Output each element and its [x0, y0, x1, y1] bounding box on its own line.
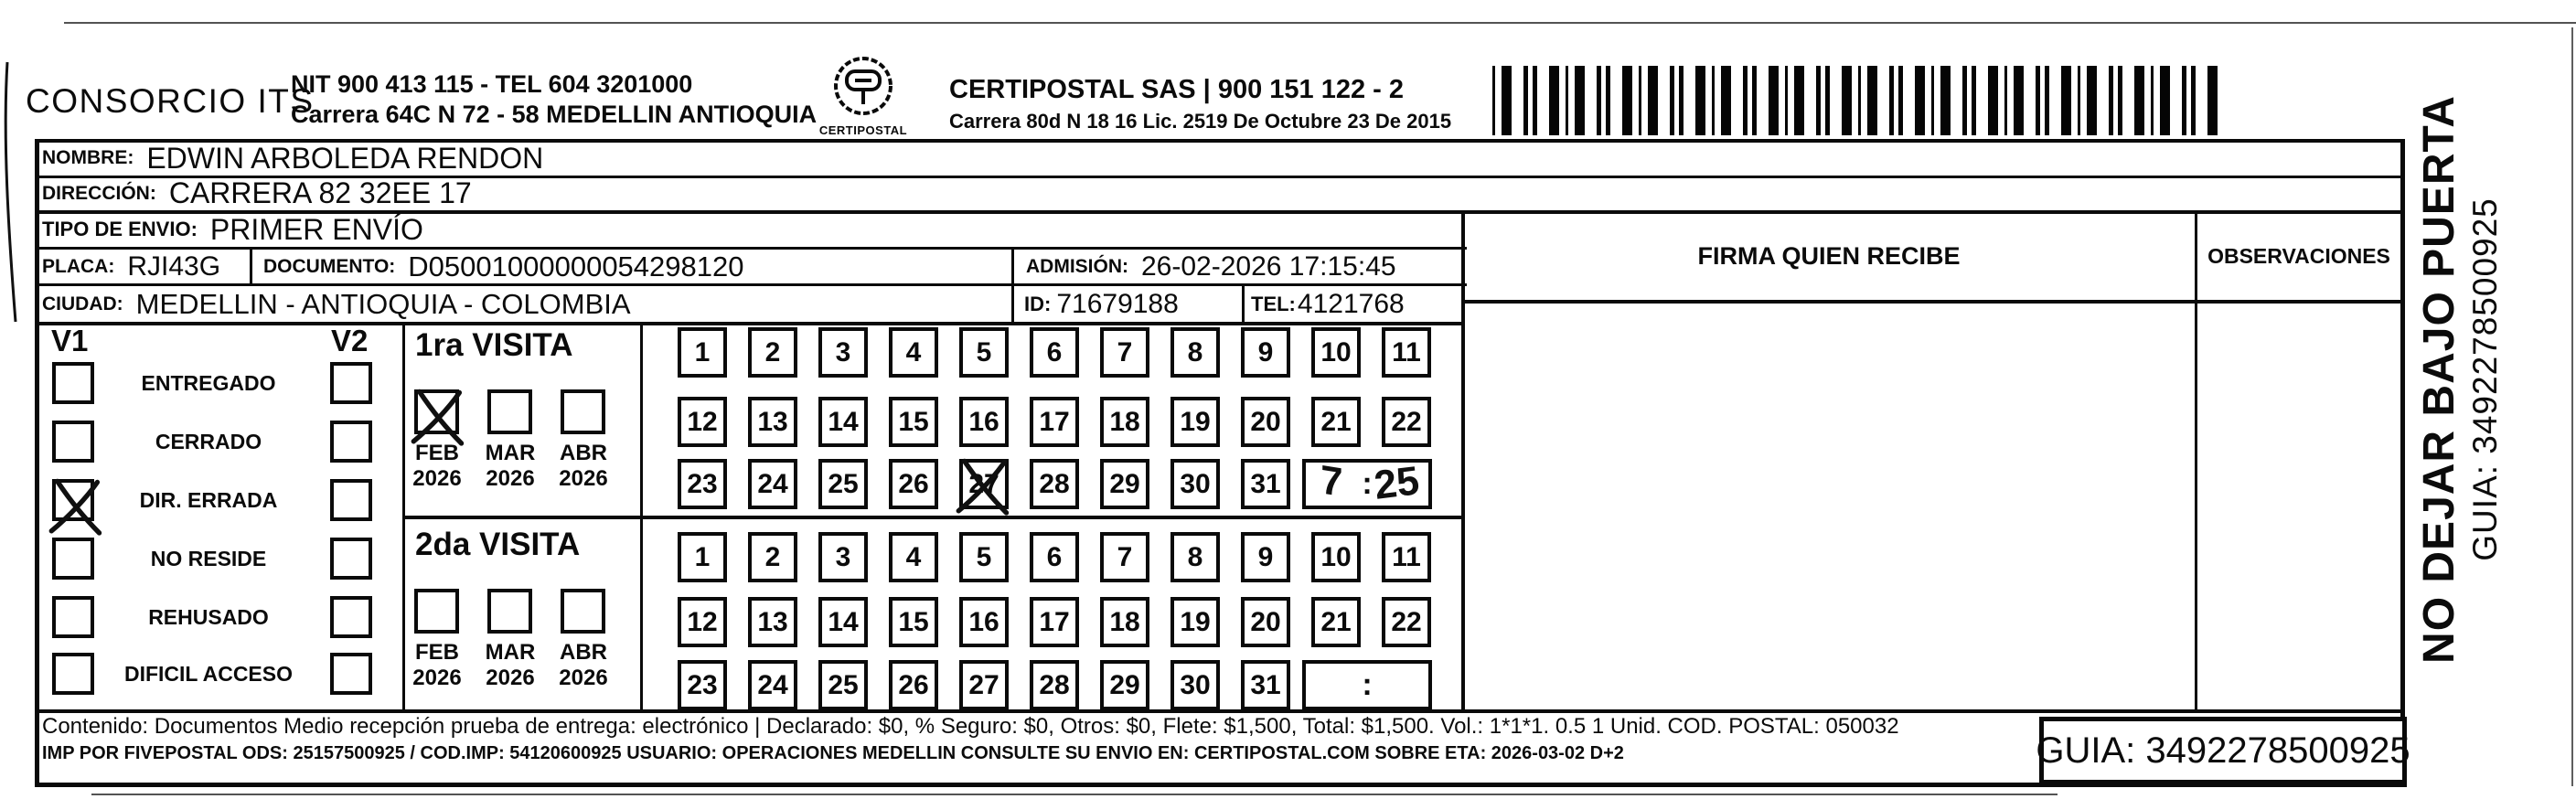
scan-artifact-right-line: [2571, 27, 2573, 786]
day-checkbox[interactable]: [678, 397, 727, 447]
barcode-bar: [2191, 66, 2196, 135]
visit2-day-grid: [642, 516, 1461, 709]
table-border: [35, 709, 2405, 713]
barcode-bar: [1867, 66, 1877, 135]
barcode-bar: [1695, 66, 1705, 135]
day-number: 23: [687, 669, 718, 700]
barcode-bar: [1825, 66, 1830, 135]
month-checkbox[interactable]: [414, 589, 459, 634]
status-checkbox-v1[interactable]: [52, 421, 94, 463]
barcode-bar: [1915, 66, 1925, 135]
scan-artifact-bottom-line: [91, 794, 2058, 795]
barcode-bar: [1972, 66, 1976, 135]
day-checkbox[interactable]: [1170, 397, 1220, 447]
time-box[interactable]: [1302, 660, 1432, 710]
day-checkbox[interactable]: [818, 660, 868, 710]
barcode-bar: [1962, 66, 1967, 135]
firma-header-label: FIRMA QUIEN RECIBE: [1697, 241, 1961, 270]
day-checkbox[interactable]: [889, 660, 938, 710]
status-checkbox-v1[interactable]: [52, 596, 94, 638]
day-number: 24: [757, 669, 788, 700]
day-checkbox[interactable]: [678, 660, 727, 710]
day-checkbox[interactable]: [959, 597, 1009, 647]
status-checkbox-v1[interactable]: [52, 479, 94, 521]
month-year-label: 2026: [412, 466, 462, 491]
postal-company-name: CERTIPOSTAL SAS | 900 151 122 - 2: [949, 75, 1405, 104]
tel-cell: [1251, 286, 1405, 322]
day-number: 15: [898, 606, 929, 637]
day-number: 11: [1392, 336, 1421, 368]
day-number: 13: [757, 406, 788, 437]
day-checkbox[interactable]: [748, 397, 797, 447]
barcode-bar: [2087, 66, 2097, 135]
barcode-bar: [1670, 66, 1674, 135]
day-checkbox[interactable]: [1311, 397, 1361, 447]
day-number: 8: [1187, 336, 1203, 368]
barcode-bar: [1858, 66, 1861, 135]
day-checkbox[interactable]: [1241, 597, 1290, 647]
day-checkbox[interactable]: [889, 459, 938, 509]
day-number: 27: [968, 468, 999, 499]
day-number: 20: [1250, 606, 1281, 637]
day-number: 14: [828, 406, 859, 437]
barcode-bar: [1931, 66, 1934, 135]
day-checkbox[interactable]: [818, 532, 868, 582]
barcode: [1492, 66, 2224, 135]
barcode-bar: [2182, 66, 2186, 135]
day-number: 26: [898, 669, 929, 700]
barcode-bar: [1622, 66, 1632, 135]
day-number: 12: [687, 406, 718, 437]
barcode-bar: [1712, 66, 1715, 135]
day-checkbox[interactable]: [959, 660, 1009, 710]
day-number: 27: [968, 669, 999, 700]
barcode-bar: [2045, 66, 2049, 135]
month-label: ABR: [560, 441, 607, 465]
footer-content-line: Contenido: Documentos Medio recepción prueba de entrega: electrónico | Declarado: $0, % Seguro: $0, Otros: $0, Flete: $1,500, Total: $1,500. Vol.: 1*1*1. 0.5 1 Unid. COD. POSTAL: 050032: [42, 714, 1899, 739]
direccion-row: [42, 176, 472, 210]
day-number: 8: [1187, 541, 1203, 572]
nombre-value: EDWIN ARBOLEDA RENDON: [146, 141, 544, 175]
day-number: 1: [694, 336, 711, 368]
side-label: [2414, 59, 2570, 699]
handwritten-time-hour: 7: [1320, 456, 1343, 506]
barcode-bar: [1606, 66, 1610, 135]
day-checkbox[interactable]: [1382, 327, 1431, 378]
placa-value: RJI43G: [127, 250, 221, 282]
barcode-bar: [2004, 66, 2007, 135]
barcode-bar: [2109, 66, 2113, 135]
status-checkbox-v1[interactable]: [52, 653, 94, 695]
company-address: Carrera 64C N 72 - 58 MEDELLIN ANTIOQUIA: [291, 101, 818, 128]
day-number: 22: [1391, 606, 1422, 637]
time-box[interactable]: [1302, 456, 1432, 509]
tel-value: 4121768: [1297, 288, 1405, 319]
company-name: CONSORCIO ITS: [26, 82, 315, 120]
barcode-bar: [1523, 66, 1528, 135]
day-checkbox[interactable]: [748, 660, 797, 710]
day-checkbox[interactable]: [1100, 532, 1149, 582]
placa-label: PLACA:: [42, 255, 115, 277]
status-checkbox-v2[interactable]: [330, 479, 372, 521]
day-checkbox[interactable]: [748, 327, 797, 378]
day-number: 21: [1320, 406, 1352, 437]
month-year-label: 2026: [412, 666, 462, 690]
month-year-label: 2026: [486, 666, 535, 690]
admision-label: ADMISIÓN:: [1026, 255, 1128, 277]
day-checkbox[interactable]: [1100, 327, 1149, 378]
ciudad-value: MEDELLIN - ANTIOQUIA - COLOMBIA: [135, 287, 631, 320]
day-checkbox[interactable]: [1382, 597, 1431, 647]
day-number: 12: [687, 606, 718, 637]
time-colon: :: [1362, 466, 1373, 501]
barcode-bar: [1769, 66, 1779, 135]
day-checkbox[interactable]: [1170, 660, 1220, 710]
day-number: 4: [905, 541, 922, 572]
day-number: 7: [1117, 541, 1133, 572]
day-checkbox[interactable]: [1311, 532, 1361, 582]
status-label: DIR. ERRADA: [139, 488, 278, 512]
day-number: 19: [1180, 606, 1211, 637]
day-checkbox[interactable]: [959, 327, 1009, 378]
barcode-bar: [2151, 66, 2154, 135]
day-number: 24: [757, 468, 788, 499]
day-checkbox[interactable]: [889, 532, 938, 582]
day-checkbox[interactable]: [678, 532, 727, 582]
barcode-bar: [2207, 66, 2218, 135]
day-number: 26: [898, 468, 929, 499]
tipo-envio-row: [42, 212, 423, 247]
day-number: 6: [1046, 336, 1063, 368]
day-number: 21: [1320, 606, 1352, 637]
day-number: 22: [1391, 406, 1422, 437]
certipostal-logo-icon: [830, 53, 896, 123]
status-label: DIFICIL ACCESO: [123, 662, 293, 686]
day-number: 28: [1039, 669, 1070, 700]
month-checkbox[interactable]: [561, 389, 605, 434]
status-checkbox-v2[interactable]: [330, 596, 372, 638]
admision-value: 26-02-2026 17:15:45: [1141, 250, 1396, 282]
ciudad-label: CIUDAD:: [42, 293, 123, 314]
day-checkbox[interactable]: [678, 597, 727, 647]
status-checkbox-v2[interactable]: [330, 421, 372, 463]
day-number: 25: [828, 468, 859, 499]
day-number: 7: [1117, 336, 1133, 368]
certipostal-logo: [809, 53, 917, 145]
table-border: [2400, 139, 2405, 787]
day-number: 28: [1039, 468, 1070, 499]
barcode-bar: [2118, 66, 2122, 135]
barcode-bar: [1988, 66, 1998, 135]
day-number: 17: [1039, 406, 1070, 437]
day-checkbox[interactable]: [748, 459, 797, 509]
month-year-label: 2026: [559, 666, 608, 690]
visit1-day-grid: [642, 322, 1461, 516]
status-checkbox-v1[interactable]: [52, 362, 94, 404]
day-checkbox[interactable]: [1100, 597, 1149, 647]
guia-box-value: GUIA: 3492278500925: [2036, 730, 2410, 771]
month-checkbox[interactable]: [561, 589, 605, 634]
day-number: 1: [694, 541, 711, 572]
v1-column-header: V1: [51, 324, 89, 357]
day-number: 4: [905, 336, 922, 368]
day-number: 16: [968, 406, 999, 437]
month-label: FEB: [415, 441, 459, 465]
day-checkbox[interactable]: [1030, 327, 1079, 378]
day-number: 23: [687, 468, 718, 499]
day-checkbox[interactable]: [818, 327, 868, 378]
admision-cell: [1026, 250, 1396, 283]
day-checkbox[interactable]: [1241, 660, 1290, 710]
scan-artifact-top-line: [64, 22, 2576, 24]
direccion-label: DIRECCIÓN:: [42, 182, 156, 204]
nombre-label: NOMBRE:: [42, 147, 134, 168]
visit2-month-panel: [404, 516, 638, 709]
direccion-value: CARRERA 82 32EE 17: [168, 176, 472, 209]
barcode-bar: [2134, 66, 2144, 135]
day-number: 25: [828, 669, 859, 700]
table-border: [1011, 247, 1014, 325]
day-number: 10: [1320, 541, 1352, 572]
barcode-bar: [1533, 66, 1537, 135]
id-cell: [1024, 286, 1179, 322]
day-number: 14: [828, 606, 859, 637]
day-number: 5: [976, 336, 992, 368]
day-checkbox[interactable]: [678, 459, 727, 509]
observaciones-area[interactable]: [2197, 304, 2400, 709]
day-checkbox[interactable]: [1241, 397, 1290, 447]
time-colon: :: [1362, 667, 1373, 702]
status-checkbox-v2[interactable]: [330, 653, 372, 695]
barcode-bar: [2036, 66, 2040, 135]
status-label: NO RESIDE: [150, 547, 267, 570]
day-checkbox[interactable]: [889, 597, 938, 647]
day-checkbox[interactable]: [889, 397, 938, 447]
ciudad-cell: [42, 286, 631, 322]
visit1-month-panel: [404, 322, 638, 516]
barcode-bar: [1721, 66, 1731, 135]
day-number: 5: [976, 541, 992, 572]
day-checkbox[interactable]: [959, 397, 1009, 447]
day-number: 6: [1046, 541, 1063, 572]
day-number: 2: [764, 541, 781, 572]
day-number: 29: [1109, 468, 1140, 499]
day-checkbox[interactable]: [959, 459, 1009, 509]
day-number: 13: [757, 606, 788, 637]
barcode-bar: [1898, 66, 1903, 135]
day-checkbox[interactable]: [1100, 660, 1149, 710]
documento-label: DOCUMENTO:: [263, 255, 396, 277]
day-number: 31: [1250, 468, 1281, 499]
barcode-bar: [1752, 66, 1757, 135]
day-checkbox[interactable]: [818, 397, 868, 447]
day-checkbox[interactable]: [1382, 532, 1431, 582]
barcode-bar: [2078, 66, 2080, 135]
day-checkbox[interactable]: [748, 532, 797, 582]
day-number: 18: [1109, 406, 1140, 437]
status-label: CERRADO: [155, 430, 262, 453]
day-checkbox[interactable]: [1100, 397, 1149, 447]
month-checkbox[interactable]: [487, 389, 532, 434]
barcode-bar: [1575, 66, 1585, 135]
tipo-envio-label: TIPO DE ENVIO:: [42, 218, 198, 240]
day-checkbox[interactable]: [818, 597, 868, 647]
barcode-bar: [1889, 66, 1894, 135]
day-checkbox[interactable]: [1311, 327, 1361, 378]
tel-label: TEL:: [1251, 292, 1296, 315]
day-checkbox[interactable]: [678, 327, 727, 378]
day-checkbox[interactable]: [1170, 532, 1220, 582]
day-number: 9: [1257, 336, 1274, 368]
firma-header: [1465, 212, 2193, 300]
table-border: [1242, 283, 1245, 325]
day-number: 20: [1250, 406, 1281, 437]
day-number: 2: [764, 336, 781, 368]
postal-company-address: Carrera 80d N 18 16 Lic. 2519 De Octubre 23 De 2015: [949, 110, 1452, 133]
month-label: ABR: [560, 640, 607, 665]
day-number: 30: [1180, 468, 1211, 499]
month-year-label: 2026: [559, 466, 608, 491]
day-checkbox[interactable]: [959, 532, 1009, 582]
barcode-bar: [1842, 66, 1852, 135]
v2-column-header: V2: [331, 324, 369, 357]
barcode-bar: [2061, 66, 2071, 135]
barcode-bar: [2160, 66, 2170, 135]
handwritten-time-minutes: 25: [1372, 458, 1422, 508]
signature-area[interactable]: [1465, 304, 2193, 709]
month-year-label: 2026: [486, 466, 535, 491]
status-label: ENTREGADO: [141, 371, 276, 395]
barcode-bar: [1940, 66, 1951, 135]
day-checkbox[interactable]: [1170, 597, 1220, 647]
observaciones-header-label: OBSERVACIONES: [2207, 243, 2390, 268]
barcode-bar: [1648, 66, 1658, 135]
barcode-bar: [1816, 66, 1821, 135]
day-checkbox[interactable]: [1241, 327, 1290, 378]
table-border: [250, 247, 252, 286]
documento-value: D05001000000054298120: [408, 250, 744, 282]
nombre-row: [42, 141, 543, 176]
guia-box: [2036, 717, 2410, 784]
barcode-bar: [1794, 66, 1804, 135]
visit2-title: 2da VISITA: [415, 527, 581, 562]
day-checkbox[interactable]: [748, 597, 797, 647]
day-number: 15: [898, 406, 929, 437]
day-checkbox[interactable]: [1030, 532, 1079, 582]
barcode-bar: [1502, 66, 1512, 135]
tipo-envio-value: PRIMER ENVÍO: [209, 212, 423, 246]
day-number: 11: [1392, 541, 1421, 572]
barcode-bar: [1743, 66, 1748, 135]
day-checkbox[interactable]: [1030, 597, 1079, 647]
barcode-bar: [1597, 66, 1601, 135]
barcode-bar: [1566, 66, 1568, 135]
day-checkbox[interactable]: [1311, 597, 1361, 647]
day-number: 3: [835, 336, 851, 368]
certipostal-logo-text: CERTIPOSTAL: [818, 123, 908, 137]
day-checkbox[interactable]: [1241, 532, 1290, 582]
company-nit-tel: NIT 900 413 115 - TEL 604 3201000: [291, 70, 693, 98]
day-checkbox[interactable]: [1100, 459, 1149, 509]
documento-cell: [263, 250, 743, 283]
day-checkbox[interactable]: [1030, 397, 1079, 447]
month-checkbox[interactable]: [487, 589, 532, 634]
barcode-bar: [2014, 66, 2024, 135]
observaciones-header: [2197, 212, 2400, 300]
day-number: 30: [1180, 669, 1211, 700]
day-number: 19: [1180, 406, 1211, 437]
day-checkbox[interactable]: [1170, 327, 1220, 378]
scan-artifact-left-mark: [0, 55, 24, 329]
side-label-guia: GUIA: 3492278500925: [2466, 197, 2504, 561]
day-checkbox[interactable]: [1030, 660, 1079, 710]
status-checkbox-v1[interactable]: [52, 538, 94, 580]
barcode-bar: [1492, 66, 1495, 135]
day-checkbox[interactable]: [1170, 459, 1220, 509]
day-number: 3: [835, 541, 851, 572]
status-checkbox-v2[interactable]: [330, 362, 372, 404]
status-label: REHUSADO: [148, 605, 269, 629]
footer-imp-line: IMP POR FIVEPOSTAL ODS: 25157500925 / COD.IMP: 54120600925 USUARIO: OPERACIONES MEDELLIN CONSULTE SU ENVIO EN: CERTIPOSTAL.COM SOBRE ETA: 2026-03-02 D+2: [42, 743, 1624, 763]
day-checkbox[interactable]: [1030, 459, 1079, 509]
barcode-bar: [1785, 66, 1788, 135]
day-number: 10: [1320, 336, 1352, 368]
month-checkbox[interactable]: [414, 389, 459, 434]
visit1-title: 1ra VISITA: [415, 327, 573, 363]
status-checkbox-v2[interactable]: [330, 538, 372, 580]
day-checkbox[interactable]: [818, 459, 868, 509]
day-number: 31: [1250, 669, 1281, 700]
day-number: 16: [968, 606, 999, 637]
id-label: ID:: [1024, 292, 1052, 315]
month-label: MAR: [485, 441, 536, 465]
day-number: 17: [1039, 606, 1070, 637]
day-checkbox[interactable]: [889, 327, 938, 378]
id-value: 71679188: [1056, 288, 1179, 319]
side-label-warning: NO DEJAR BAJO PUERTA: [2415, 95, 2464, 664]
barcode-bar: [1549, 66, 1559, 135]
day-number: 29: [1109, 669, 1140, 700]
barcode-bar: [1639, 66, 1641, 135]
placa-cell: [42, 250, 220, 283]
handwritten-x-icon: [410, 384, 468, 446]
month-label: FEB: [415, 640, 459, 665]
day-checkbox[interactable]: [1241, 459, 1290, 509]
day-checkbox[interactable]: [1382, 397, 1431, 447]
barcode-bar: [1679, 66, 1683, 135]
day-number: 18: [1109, 606, 1140, 637]
day-number: 9: [1257, 541, 1274, 572]
month-label: MAR: [485, 640, 536, 665]
status-panel: [37, 322, 401, 709]
